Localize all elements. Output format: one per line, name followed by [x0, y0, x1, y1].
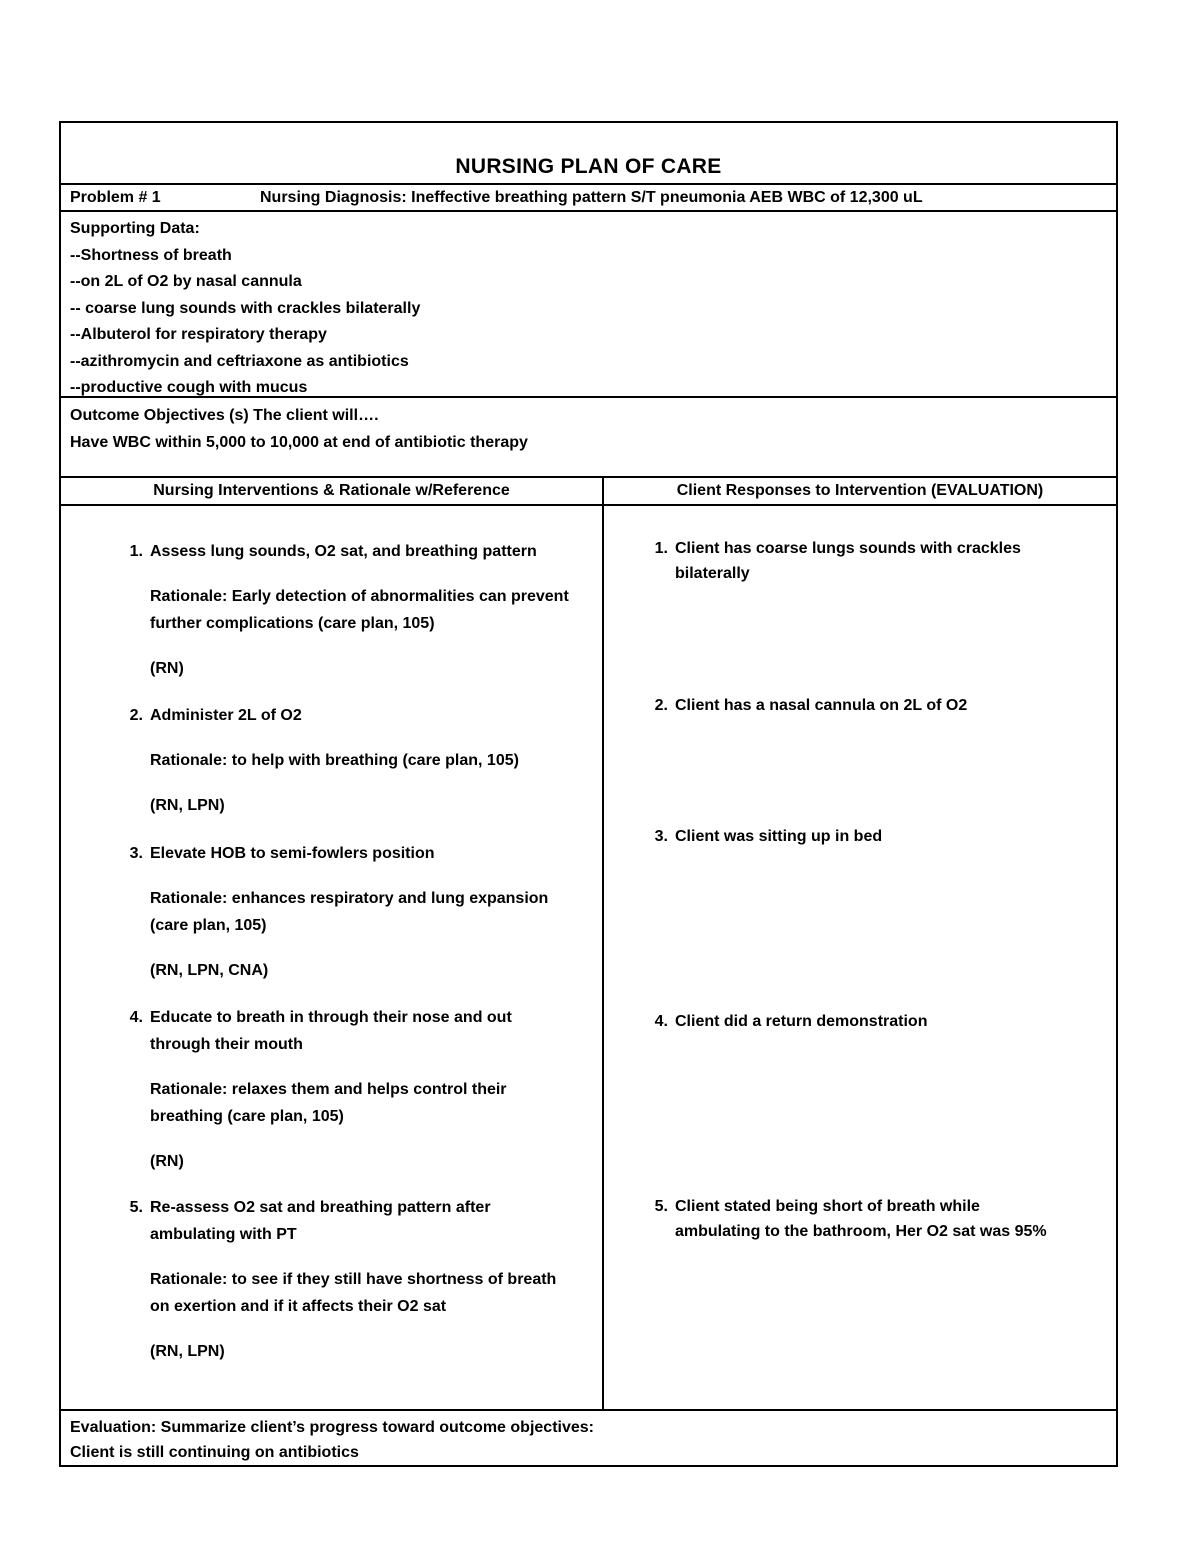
- supporting-data-item: --Albuterol for respiratory therapy: [70, 326, 327, 343]
- outcome-text: Have WBC within 5,000 to 10,000 at end of antibiotic therapy: [70, 434, 528, 451]
- supporting-data-label: Supporting Data:: [70, 220, 200, 237]
- intervention-staff: (RN, LPN, CNA): [150, 962, 269, 979]
- outcome-label: Outcome Objectives (s) The client will….: [70, 407, 379, 424]
- form-title: NURSING PLAN OF CARE: [455, 155, 722, 178]
- evaluation-label: Evaluation: Summarize client’s progress toward outcome objectives:: [70, 1419, 594, 1436]
- intervention-rationale: Rationale: relaxes them and helps control their breathing (care plan, 105): [150, 1081, 507, 1125]
- interventions-column: [61, 506, 604, 1409]
- columns-header-row: [61, 478, 1116, 506]
- intervention-action: Elevate HOB to semi-fowlers position: [150, 845, 435, 862]
- response-text: Client did a return demonstration: [675, 1013, 928, 1030]
- supporting-data-item: --on 2L of O2 by nasal cannula: [70, 273, 302, 290]
- form-title-row: [61, 123, 1116, 185]
- intervention-item: [113, 840, 573, 984]
- response-number: 4.: [654, 1013, 668, 1030]
- response-number: 3.: [654, 828, 668, 845]
- intervention-rationale: Rationale: to help with breathing (care plan, 105): [150, 752, 519, 769]
- intervention-action: Re-assess O2 sat and breathing pattern after ambulating with PT: [150, 1199, 491, 1243]
- intervention-number: 4.: [129, 1009, 143, 1026]
- response-item: [638, 1194, 1058, 1244]
- intervention-action: Educate to breath in through their nose and out through their mouth: [150, 1009, 512, 1053]
- response-item: [638, 1009, 1058, 1034]
- intervention-item: [113, 538, 573, 682]
- intervention-number: 1.: [129, 543, 143, 560]
- response-number: 1.: [654, 540, 668, 557]
- response-text: Client was sitting up in bed: [675, 828, 883, 845]
- supporting-data-item: --productive cough with mucus: [70, 379, 308, 396]
- evaluation-section: [61, 1411, 1116, 1465]
- care-plan-form: [59, 121, 1118, 1467]
- intervention-rationale: Rationale: Early detection of abnormalities can prevent further complications (care plan, 105): [150, 588, 569, 632]
- intervention-action: Assess lung sounds, O2 sat, and breathing pattern: [150, 543, 537, 560]
- interventions-body-row: [61, 506, 1116, 1411]
- response-text: Client stated being short of breath while ambulating to the bathroom, Her O2 sat was 95%: [675, 1198, 1047, 1240]
- responses-column: [604, 506, 1116, 1409]
- intervention-item: [113, 1004, 573, 1175]
- intervention-item: [113, 702, 573, 819]
- supporting-data-item: --azithromycin and ceftriaxone as antibiotics: [70, 352, 409, 370]
- response-text: Client has coarse lungs sounds with crackles bilaterally: [675, 540, 1021, 582]
- response-item: [638, 536, 1058, 586]
- outcome-objectives-section: [61, 398, 1116, 478]
- intervention-number: 3.: [129, 845, 143, 862]
- intervention-staff: (RN, LPN): [150, 1343, 225, 1360]
- intervention-staff: (RN): [150, 660, 184, 677]
- supporting-data-section: [61, 212, 1116, 398]
- supporting-data-item: --Shortness of breath: [70, 246, 232, 264]
- problem-row: [61, 185, 1116, 212]
- interventions-header: Nursing Interventions & Rationale w/Reference: [61, 478, 604, 504]
- response-text: Client has a nasal cannula on 2L of O2: [675, 697, 968, 714]
- intervention-staff: (RN): [150, 1153, 184, 1170]
- response-item: [638, 693, 1058, 718]
- nursing-diagnosis: Nursing Diagnosis: Ineffective breathing pattern S/T pneumonia AEB WBC of 12,300 uL: [260, 189, 923, 206]
- intervention-number: 5.: [129, 1199, 143, 1216]
- supporting-data-item: -- coarse lung sounds with crackles bilaterally: [70, 299, 421, 317]
- intervention-item: [113, 1194, 573, 1365]
- problem-number: Problem # 1: [70, 189, 161, 206]
- response-number: 5.: [654, 1198, 668, 1215]
- evaluation-text: Client is still continuing on antibiotics: [70, 1444, 359, 1461]
- intervention-number: 2.: [129, 707, 143, 724]
- responses-header: Client Responses to Intervention (EVALUATION): [676, 482, 1044, 499]
- response-number: 2.: [654, 697, 668, 714]
- intervention-staff: (RN, LPN): [150, 797, 225, 814]
- intervention-rationale: Rationale: enhances respiratory and lung expansion (care plan, 105): [150, 890, 549, 934]
- intervention-action: Administer 2L of O2: [150, 707, 302, 724]
- intervention-rationale: Rationale: to see if they still have shortness of breath on exertion and if it affects their O2 sat: [150, 1271, 557, 1315]
- response-item: [638, 824, 1058, 849]
